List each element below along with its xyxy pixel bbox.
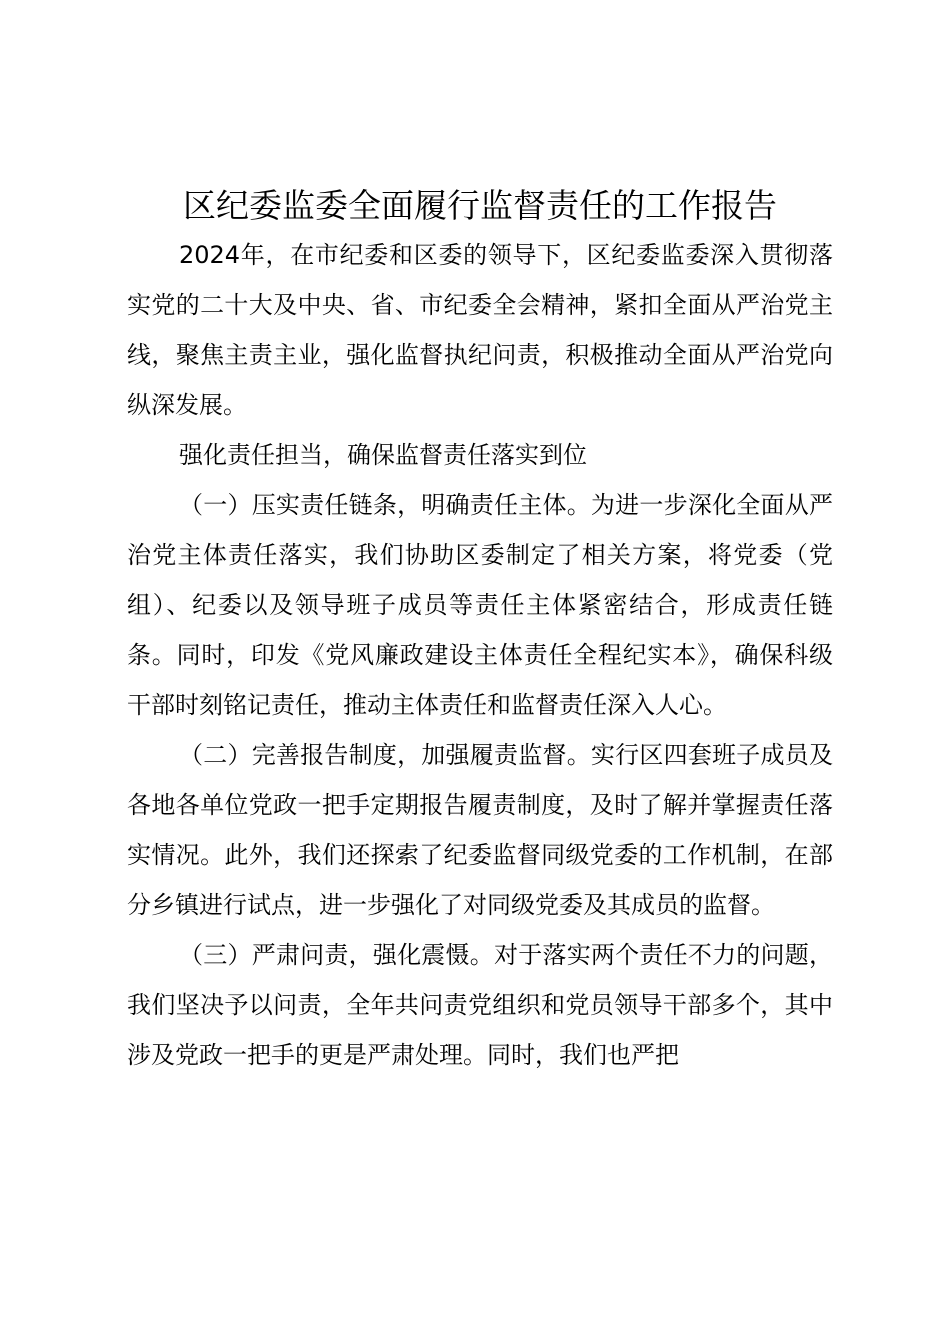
paragraph-item-3: （三）严肃问责，强化震慑。对于落实两个责任不力的问题，我们坚决予以问责，全年共问责党组织和党员领导干部多个，其中涉及党政一把手的更是严肃处理。同时，我们也严把 <box>127 941 833 1069</box>
section-heading: 强化责任担当，确保监督责任落实到位 <box>179 441 587 469</box>
paragraph-item-1: （一）压实责任链条，明确责任主体。为进一步深化全面从严治党主体责任落实，我们协助区委制定了相关方案，将党委（党组）、纪委以及领导班子成员等责任主体紧密结合，形成责任链条。同时，印发《党风廉政建设主体责任全程纪实本》，确保科级干部时刻铭记责任，推动主体责任和监督责任深入人心。 <box>127 491 833 719</box>
paragraph-item-2: （二）完善报告制度，加强履责监督。实行区四套班子成员及各地各单位党政一把手定期报告履责制度，及时了解并掌握责任落实情况。此外，我们还探索了纪委监督同级党委的工作机制，在部分乡镇进行试点，进一步强化了对同级党委及其成员的监督。 <box>127 741 833 919</box>
intro-paragraph: 2024年，在市纪委和区委的领导下，区纪委监委深入贯彻落实党的二十大及中央、省、市纪委全会精神，紧扣全面从严治党主线，聚焦主责主业，强化监督执纪问责，积极推动全面从严治党向纵深发展。 <box>127 241 833 419</box>
document-title: 区纪委监委全面履行监督责任的工作报告 <box>183 186 777 225</box>
document-body <box>127 230 833 1080</box>
